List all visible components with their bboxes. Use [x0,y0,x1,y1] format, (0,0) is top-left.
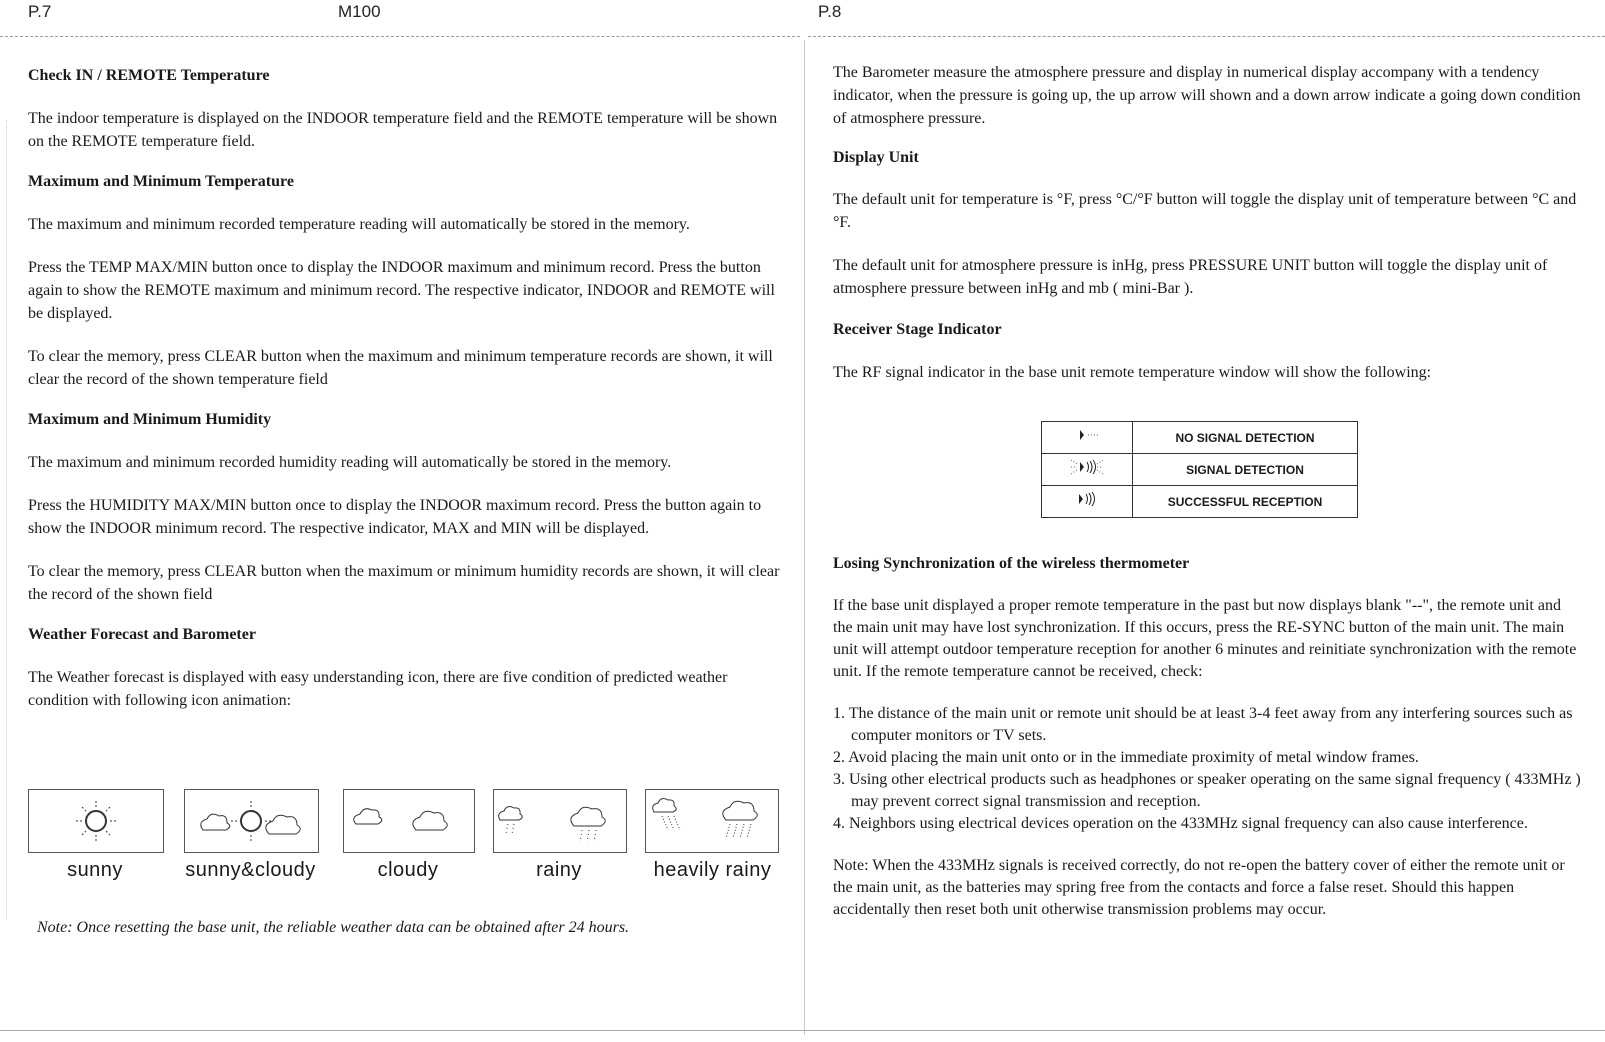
paragraph-note-433mhz: Note: When the 433MHz signals is received correctly, do not re-open the battery cover of either the remote unit or the main unit, as the batteries may spring free from the contacts and force a false reset. Should this happen accidentally then reset both unit otherwise transmission problems may occur. [833,857,1565,918]
label-heavily-rainy: heavily rainy [653,859,772,881]
label-sunny-cloudy: sunny&cloudy [185,859,316,881]
paragraph-humidity-2: Press the HUMIDITY MAX/MIN button once to display the INDOOR maximum record. Press the button again to show the INDOOR minimum record. The respective indicator, MAX and MIN will be displayed. [28,497,762,537]
paragraph-max-min-temp-2: Press the TEMP MAX/MIN button once to display the INDOOR maximum and minimum record. Press the button again to show the REMOTE maximum and minimum record. The respective indicator, INDOOR and REMOTE will be displayed. [28,259,775,322]
section-title-display-unit: Display Unit [833,149,919,166]
page-divider [804,40,805,1035]
paragraph-humidity-3: To clear the memory, press CLEAR button when the maximum or minimum humidity records are shown, it will clear the record of the shown field [28,563,780,603]
right-page-bottom [833,554,1583,921]
model-name: M100 [338,2,381,21]
paragraph-display-unit-1: The default unit for temperature is °F, press °C/°F button will toggle the display unit of temperature between °C and °F. [833,191,1577,231]
list-item: 2. Avoid placing the main unit onto or in the immediate proximity of metal window frames. [833,749,1419,766]
top-rule-left [0,36,800,37]
label-rainy: rainy [536,859,582,881]
list-item: 3. Using other electrical products such as headphones or speaker operating on the same signal frequency ( 433MHz ) may prevent correct signal transmission and reception. [833,771,1581,810]
paragraph-max-min-temp-3: To clear the memory, press CLEAR button when the maximum and minimum temperature records are shown, it will clear the record of the shown temperature field [28,348,773,388]
sunny-cloudy-icon [184,789,319,853]
signal-detection-icon [1042,454,1133,486]
section-title-receiver-stage: Receiver Stage Indicator [833,321,1002,338]
paragraph-losing-sync: If the base unit displayed a proper remote temperature in the past but now displays blank "--", the remote unit and the main unit may have lost synchronization. If this occurs, press the RE-SYNC button of the main unit. The main unit will attempt outdoor temperature reception for another 6 minutes and reinitiate synchronization with the remote unit. If the remote temperature cannot be received, check: [833,597,1577,680]
label-cloudy: cloudy [377,859,439,881]
table-row [1042,422,1358,454]
right-page-top [833,61,1583,384]
check-list [833,703,1583,835]
list-item: 1. The distance of the main unit or remote unit should be at least 3-4 feet away from any interfering sources such as computer monitors or TV sets. [833,705,1573,744]
list-item: 4. Neighbors using electrical devices operation on the 433MHz signal frequency can also cause interference. [833,815,1528,832]
note-reset: Note: Once resetting the base unit, the reliable weather data can be obtained after 24 hours. [37,919,630,936]
left-page-content [28,66,788,712]
rainy-icon [493,789,627,853]
bottom-rule [0,1030,1605,1031]
page-number-right: P.8 [818,2,842,21]
successful-reception-label: SUCCESSFUL RECEPTION [1133,486,1358,518]
paragraph-display-unit-2: The default unit for atmosphere pressure is inHg, press PRESSURE UNIT button will toggle the display unit of atmosphere pressure between inHg and mb ( mini-Bar ). [833,257,1548,297]
paragraph-weather-forecast: The Weather forecast is displayed with easy understanding icon, there are five condition of predicted weather condition with following icon animation: [28,669,728,709]
top-rule-right [808,36,1605,37]
label-sunny: sunny [67,859,123,881]
paragraph-max-min-temp-1: The maximum and minimum recorded temperature reading will automatically be stored in the memory. [28,216,690,233]
section-title-weather-forecast: Weather Forecast and Barometer [28,626,256,643]
paragraph-receiver-stage: The RF signal indicator in the base unit remote temperature window will show the following: [833,364,1432,381]
signal-detection-label: SIGNAL DETECTION [1133,454,1358,486]
section-title-losing-sync: Losing Synchronization of the wireless thermometer [833,555,1190,572]
sunny-icon [28,789,164,853]
table-row [1042,454,1358,486]
section-title-max-min-humidity: Maximum and Minimum Humidity [28,411,272,428]
left-margin-line [6,120,7,920]
heavily-rainy-icon [645,789,779,853]
table-row [1042,486,1358,518]
no-signal-label: NO SIGNAL DETECTION [1133,422,1358,454]
cloudy-icon [343,789,475,853]
successful-reception-icon [1042,486,1133,518]
paragraph-check-temp: The indoor temperature is displayed on the INDOOR temperature field and the REMOTE temperature will be shown on the REMOTE temperature field. [28,110,778,150]
signal-indicator-table [1041,421,1358,518]
section-title-max-min-temp: Maximum and Minimum Temperature [28,173,294,190]
section-title-check-temp: Check IN / REMOTE Temperature [28,67,270,84]
paragraph-humidity-1: The maximum and minimum recorded humidity reading will automatically be stored in the memory. [28,454,672,471]
page-number-left: P.7 [28,2,52,21]
paragraph-barometer: The Barometer measure the atmosphere pressure and display in numerical display accompany with a tendency indicator, when the pressure is going up, the up arrow will shown and a down arrow indicate a going down condition of atmosphere pressure. [833,64,1581,127]
no-signal-icon [1042,422,1133,454]
